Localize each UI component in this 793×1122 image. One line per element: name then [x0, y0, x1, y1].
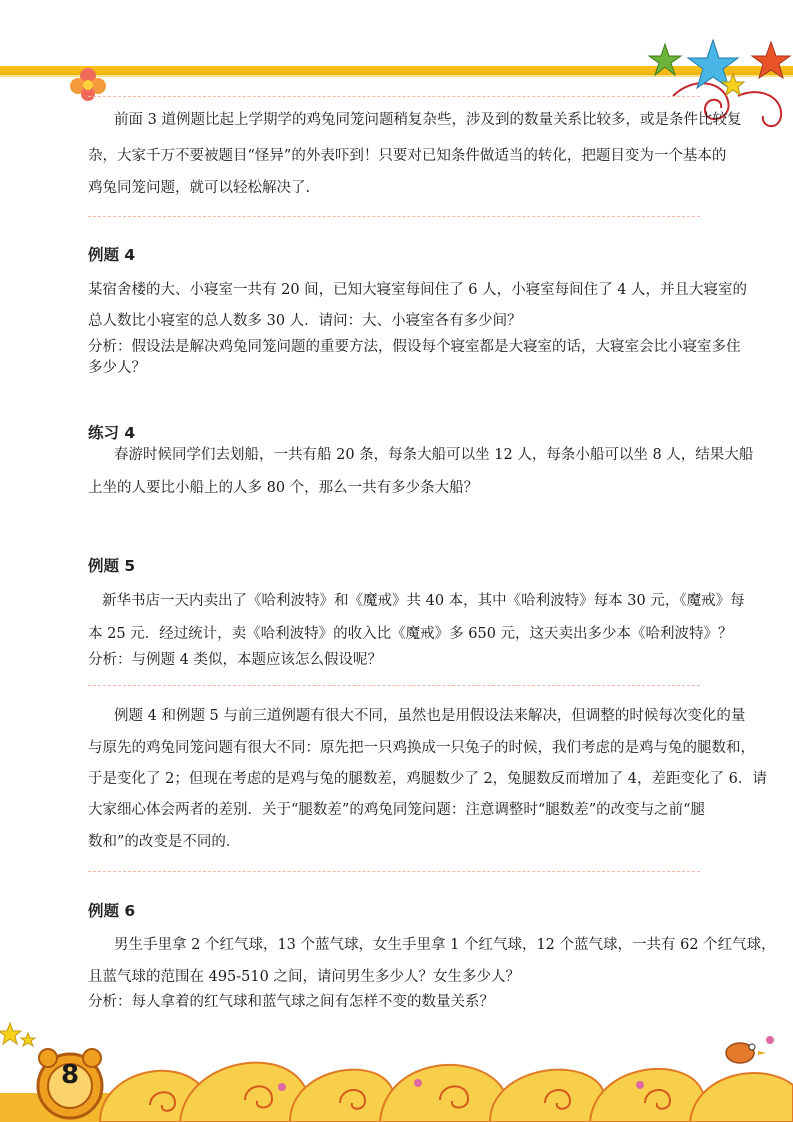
note-line-5: 数和”的改变是不同的．	[88, 834, 241, 850]
note-line-1: 例题 4 和例题 5 与前三道例题有很大不同，虽然也是用假设法来解决，但调整的时候每次变化的量	[114, 708, 746, 724]
example-4-title: 例题 4	[88, 246, 136, 264]
divider-3	[88, 871, 700, 872]
example-6-line-1: 男生手里拿 2 个红气球，13 个蓝气球，女生手里拿 1 个红气球，12 个蓝气球，一共有 62 个红气球，	[114, 937, 776, 953]
example-6-analysis: 分析：每人拿着的红气球和蓝气球之间有怎样不变的数量关系？	[88, 994, 494, 1010]
practice-4-line-2: 上坐的人要比小船上的人多 80 个，那么一共有多少条大船？	[88, 480, 479, 496]
example-4-line-1: 某宿舍楼的大、小寝室一共有 20 间，已知大寝室每间住了 6 人，小寝室每间住了 4 人，并且大寝室的	[88, 282, 748, 298]
example-4-line-2: 总人数比小寝室的总人数多 30 人．请问：大、小寝室各有多少间？	[88, 313, 522, 329]
note-line-3: 于是变化了 2；但现在考虑的是鸡与兔的腿数差，鸡腿数少了 2，兔腿数反而增加了 4，差距变化了 6．请	[88, 771, 767, 787]
intro-line-2: 杂，大家千万不要被题目“怪异”的外表吓到！只要对已知条件做适当的转化，把题目变为一个基本的	[88, 148, 727, 164]
example-6-line-2: 且蓝气球的范围在 495-510 之间，请问男生多少人？女生多少人？	[88, 969, 520, 985]
example-5-line-2: 本 25 元．经过统计，卖《哈利波特》的收入比《魔戒》多 650 元，这天卖出多少本《哈利波特》？	[88, 626, 733, 642]
bottom-swirl-decoration	[0, 1015, 793, 1122]
divider-2	[88, 685, 700, 686]
example-5-title: 例题 5	[88, 557, 136, 575]
flower-icon	[66, 64, 110, 104]
page-number: 8	[60, 1060, 80, 1090]
intro-line-3: 鸡兔同笼问题，就可以轻松解决了.	[88, 180, 311, 196]
practice-4-title: 练习 4	[88, 424, 136, 442]
example-5-line-1: 新华书店一天内卖出了《哈利波特》和《魔戒》共 40 本，其中《哈利波特》每本 30 元，《魔戒》每	[102, 593, 745, 609]
divider-top	[88, 96, 700, 97]
example-5-analysis: 分析：与例题 4 类似，本题应该怎么假设呢？	[88, 652, 382, 668]
intro-line-1: 前面 3 道例题比起上学期学的鸡兔同笼问题稍复杂些，涉及到的数量关系比较多，或是条件比较复	[114, 112, 742, 128]
note-line-2: 与原先的鸡兔同笼问题有很大不同：原先把一只鸡换成一只兔子的时候，我们考虑的是鸡与兔的腿数和，	[88, 740, 755, 756]
divider-1	[88, 216, 700, 217]
note-line-4: 大家细心体会两者的差别．关于“腿数差”的鸡兔同笼问题：注意调整时“腿数差”的改变与之前“腿	[88, 802, 706, 818]
example-4-analysis-1: 分析：假设法是解决鸡兔同笼问题的重要方法，假设每个寝室都是大寝室的话，大寝室会比小寝室多住	[88, 339, 741, 355]
example-6-title: 例题 6	[88, 902, 136, 920]
practice-4-line-1: 春游时候同学们去划船，一共有船 20 条，每条大船可以坐 12 人，每条小船可以坐 8 人，结果大船	[114, 447, 754, 463]
example-4-analysis-2: 多少人？	[88, 360, 146, 376]
